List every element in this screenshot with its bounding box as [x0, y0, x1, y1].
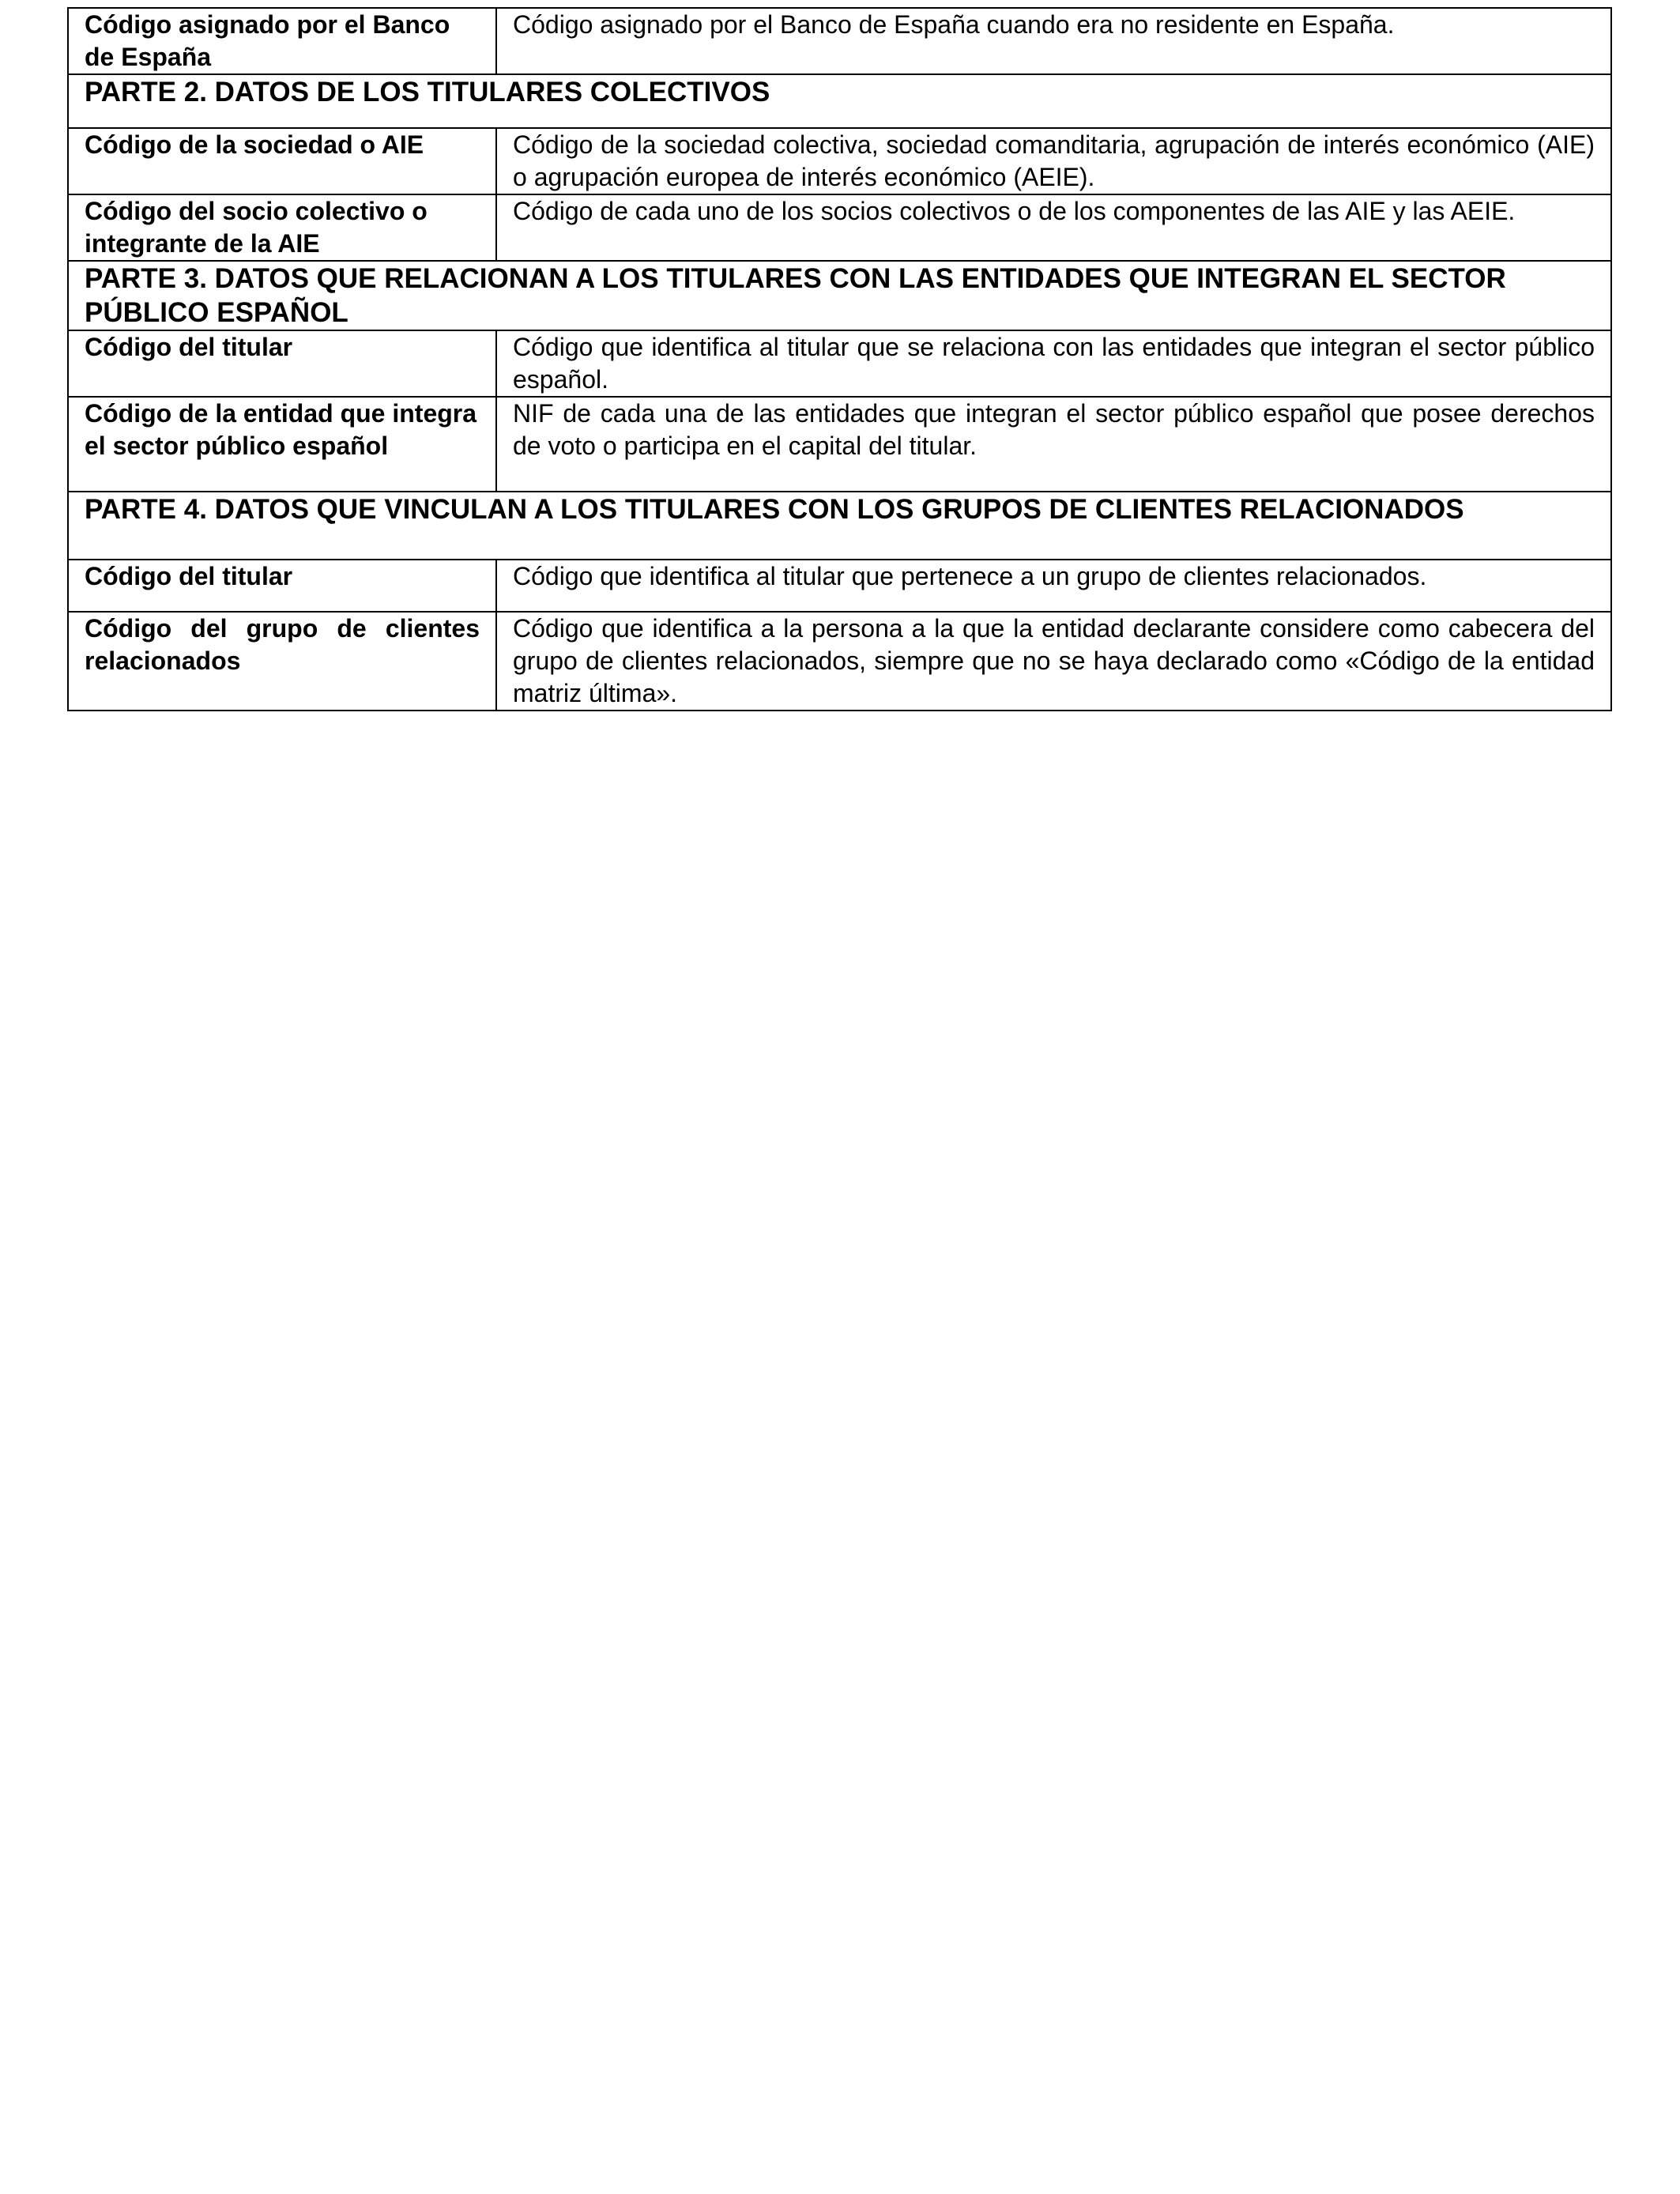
section-heading: PARTE 2. DATOS DE LOS TITULARES COLECTIVOS: [68, 74, 1611, 128]
field-description: Código que identifica a la persona a la que la entidad declarante considere como cabecera del grupo de clientes relacionados, siempre que no se haya declarado como «Código de la entidad matriz última».: [496, 612, 1611, 711]
field-label: Código del titular: [68, 560, 496, 612]
table-row: [68, 194, 1611, 261]
table-row: [68, 8, 1611, 74]
table-row: [68, 612, 1611, 711]
section-heading: PARTE 3. DATOS QUE RELACIONAN A LOS TITULARES CON LAS ENTIDADES QUE INTEGRAN EL SECTOR PÚBLICO ESPAÑOL: [68, 261, 1611, 330]
document-table: [67, 7, 1612, 711]
field-description: Código que identifica al titular que pertenece a un grupo de clientes relacionados.: [496, 560, 1611, 612]
section-row: [68, 492, 1611, 560]
field-label: Código de la entidad que integra el sector público español: [68, 397, 496, 492]
table-row: [68, 128, 1611, 194]
field-label: Código del grupo de clientes relacionados: [68, 612, 496, 711]
table-row: [68, 330, 1611, 397]
field-label: Código asignado por el Banco de España: [68, 8, 496, 74]
section-row: [68, 74, 1611, 128]
section-heading: PARTE 4. DATOS QUE VINCULAN A LOS TITULARES CON LOS GRUPOS DE CLIENTES RELACIONADOS: [68, 492, 1611, 560]
field-description: Código asignado por el Banco de España cuando era no residente en España.: [496, 8, 1611, 74]
field-description: Código de cada uno de los socios colectivos o de los componentes de las AIE y las AEIE.: [496, 194, 1611, 261]
table-row: [68, 560, 1611, 612]
table-row: [68, 397, 1611, 492]
field-label: Código del titular: [68, 330, 496, 397]
field-label: Código del socio colectivo o integrante de la AIE: [68, 194, 496, 261]
field-description: Código que identifica al titular que se relaciona con las entidades que integran el sector público español.: [496, 330, 1611, 397]
field-label: Código de la sociedad o AIE: [68, 128, 496, 194]
field-description: NIF de cada una de las entidades que integran el sector público español que posee derechos de voto o participa en el capital del titular.: [496, 397, 1611, 492]
section-row: [68, 261, 1611, 330]
field-description: Código de la sociedad colectiva, sociedad comanditaria, agrupación de interés económico (AIE) o agrupación europea de interés económico (AEIE).: [496, 128, 1611, 194]
